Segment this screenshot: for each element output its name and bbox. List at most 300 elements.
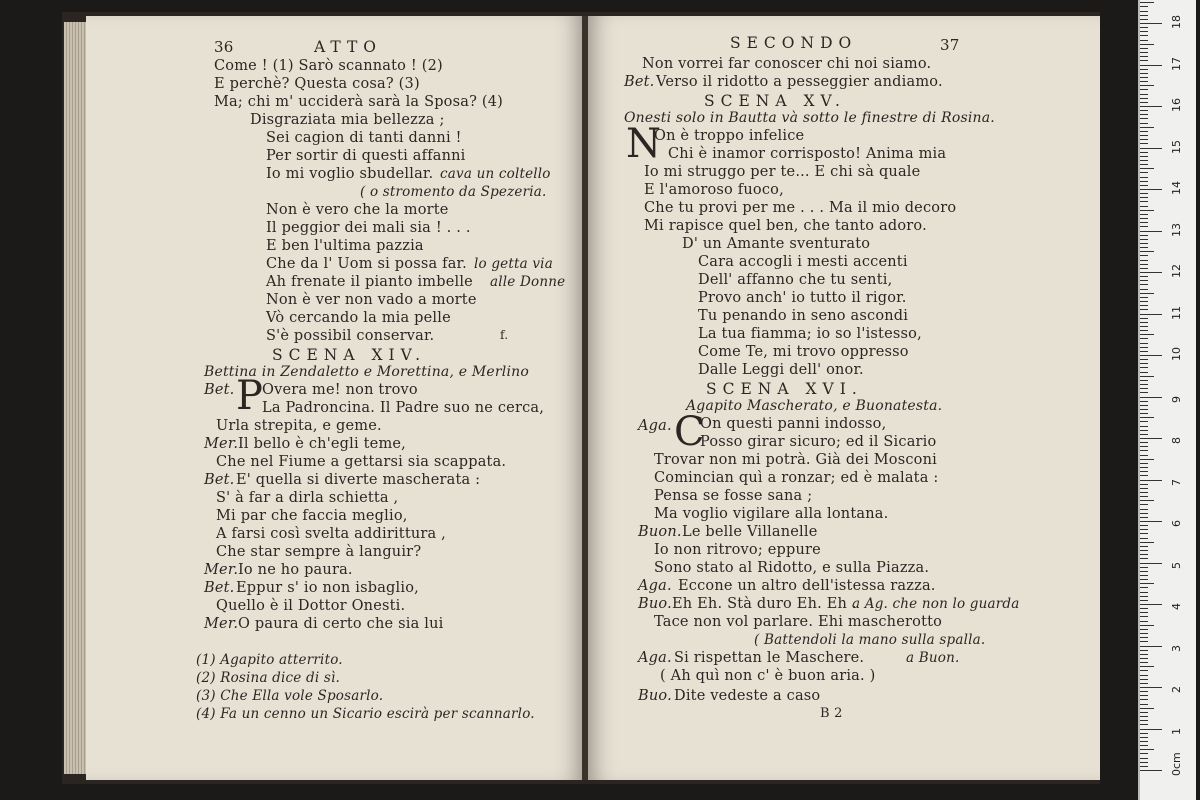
ruler-tick bbox=[1140, 629, 1148, 630]
ruler-tick bbox=[1140, 699, 1148, 700]
ruler-tick bbox=[1140, 148, 1162, 149]
text-line: On questi panni indosso, bbox=[700, 416, 887, 432]
ruler-tick bbox=[1140, 533, 1148, 534]
ruler-number: 7 bbox=[1170, 478, 1183, 486]
text-line: Il peggior dei mali sia ! . . . bbox=[266, 220, 471, 236]
ruler-number: 10 bbox=[1170, 347, 1183, 361]
speaker: Bet. bbox=[204, 580, 235, 596]
text-line: Comincian quì a ronzar; ed è malata : bbox=[654, 470, 939, 486]
ruler-tick bbox=[1140, 289, 1148, 290]
ruler-tick bbox=[1140, 301, 1148, 302]
drop-cap: C bbox=[674, 409, 705, 455]
page-edges bbox=[64, 22, 88, 774]
text-line: Provo anch' io tutto il rigor. bbox=[698, 290, 907, 306]
ruler-tick bbox=[1140, 2, 1154, 3]
ruler-tick bbox=[1140, 563, 1162, 564]
ruler-tick bbox=[1140, 426, 1148, 427]
speaker: Aga. bbox=[638, 578, 672, 594]
text-line: O paura di certo che sia lui bbox=[238, 616, 444, 632]
text-line: Si rispettan le Maschere. bbox=[674, 650, 865, 666]
text-line: Il bello è ch'egli teme, bbox=[238, 436, 406, 452]
ruler-tick bbox=[1140, 359, 1148, 360]
text-line: E l'amoroso fuoco, bbox=[644, 182, 784, 198]
character-list: Bettina in Zendaletto e Morettina, e Merlino bbox=[204, 364, 530, 380]
ruler-tick bbox=[1140, 666, 1154, 667]
ruler-tick bbox=[1140, 309, 1148, 310]
ruler-tick bbox=[1140, 52, 1148, 53]
ruler-tick bbox=[1140, 276, 1148, 277]
ruler-tick bbox=[1140, 538, 1148, 539]
ruler-tick bbox=[1140, 438, 1162, 439]
ruler-tick bbox=[1140, 637, 1148, 638]
ruler-tick bbox=[1140, 48, 1148, 49]
ruler-tick bbox=[1140, 662, 1148, 663]
ruler-tick bbox=[1140, 15, 1148, 16]
ruler-tick bbox=[1140, 293, 1154, 294]
ruler-tick bbox=[1140, 197, 1148, 198]
ruler-tick bbox=[1140, 139, 1148, 140]
text-line: Dite vedeste a caso bbox=[674, 688, 821, 704]
ruler-tick bbox=[1140, 525, 1148, 526]
scene-heading: SCENA XIV. bbox=[272, 346, 427, 364]
ruler-tick bbox=[1140, 604, 1162, 605]
ruler-tick bbox=[1140, 741, 1148, 742]
ruler-tick bbox=[1140, 492, 1148, 493]
ruler-tick bbox=[1140, 314, 1162, 315]
ruler-tick bbox=[1140, 27, 1148, 28]
ruler-tick bbox=[1140, 712, 1148, 713]
ruler-tick bbox=[1140, 351, 1148, 352]
ruler-tick bbox=[1140, 521, 1162, 522]
ruler-tick bbox=[1140, 102, 1148, 103]
ruler-tick bbox=[1140, 181, 1148, 182]
ruler-tick bbox=[1140, 60, 1148, 61]
ruler-tick bbox=[1140, 459, 1154, 460]
ruler-tick bbox=[1140, 720, 1148, 721]
stage-direction: ( o stromento da Spezeria. bbox=[360, 184, 547, 200]
text-line: Non è ver non vado a morte bbox=[266, 292, 477, 308]
ruler-tick bbox=[1140, 687, 1162, 688]
ruler-tick bbox=[1140, 392, 1148, 393]
ruler-tick bbox=[1140, 210, 1154, 211]
ruler-tick bbox=[1140, 650, 1148, 651]
text-line: Come Te, mi trovo oppresso bbox=[698, 344, 909, 360]
speaker: Bet. bbox=[204, 382, 235, 398]
text-line: Quello è il Dottor Onesti. bbox=[216, 598, 406, 614]
text-line: Cara accogli i mesti accenti bbox=[698, 254, 908, 270]
text-line: Mi par che faccia meglio, bbox=[216, 508, 408, 524]
ruler-tick bbox=[1140, 691, 1148, 692]
ruler-tick bbox=[1140, 384, 1148, 385]
ruler-tick bbox=[1140, 127, 1154, 128]
ruler-tick bbox=[1140, 654, 1148, 655]
ruler-tick bbox=[1140, 633, 1148, 634]
ruler-tick bbox=[1140, 571, 1148, 572]
ruler-tick bbox=[1140, 421, 1148, 422]
ruler-number: 14 bbox=[1170, 181, 1183, 195]
ruler-tick bbox=[1140, 206, 1148, 207]
scene-heading: SCENA XVI. bbox=[706, 380, 863, 398]
text-line: Che star sempre à languir? bbox=[216, 544, 422, 560]
right-page bbox=[588, 16, 1100, 780]
text-line: Ma voglio vigilare alla lontana. bbox=[654, 506, 889, 522]
ruler-tick bbox=[1140, 745, 1148, 746]
ruler-tick bbox=[1140, 670, 1148, 671]
ruler-tick bbox=[1140, 218, 1148, 219]
text-line: La tua fiamma; io so l'istesso, bbox=[698, 326, 922, 342]
ruler-number: 18 bbox=[1170, 15, 1183, 29]
ruler-tick bbox=[1140, 471, 1148, 472]
ruler-tick bbox=[1140, 251, 1154, 252]
character-list: Agapito Mascherato, e Buonatesta. bbox=[686, 398, 943, 414]
ruler-tick bbox=[1140, 201, 1148, 202]
ruler-tick bbox=[1140, 608, 1148, 609]
speaker: Bet. bbox=[624, 74, 655, 90]
ruler-number: 8 bbox=[1170, 437, 1183, 444]
ruler-number: 16 bbox=[1170, 98, 1183, 112]
ruler-tick bbox=[1140, 284, 1148, 285]
footnote: (2) Rosina dice di sì. bbox=[196, 670, 340, 686]
text-line: E ben l'ultima pazzia bbox=[266, 238, 424, 254]
ruler-tick bbox=[1140, 675, 1148, 676]
ruler-tick bbox=[1140, 214, 1148, 215]
text-line: Dell' affanno che tu senti, bbox=[698, 272, 893, 288]
text-line: Io mi struggo per te... E chi sà quale bbox=[644, 164, 921, 180]
ruler-tick bbox=[1140, 19, 1148, 20]
ruler-tick bbox=[1140, 480, 1162, 481]
ruler-tick bbox=[1140, 305, 1148, 306]
ruler-tick bbox=[1140, 397, 1162, 398]
ruler-tick bbox=[1140, 23, 1162, 24]
ruler-tick bbox=[1140, 679, 1148, 680]
text-line: Che nel Fiume a gettarsi sia scappata. bbox=[216, 454, 507, 470]
stage-direction: cava un coltello bbox=[440, 166, 551, 182]
ruler-tick bbox=[1140, 363, 1148, 364]
ruler-number: 2 bbox=[1170, 686, 1183, 693]
character-list: Onesti solo in Bautta và sotto le finestre di Rosina. bbox=[624, 110, 995, 126]
text-line: Io ne ho paura. bbox=[238, 562, 353, 578]
ruler-tick bbox=[1140, 641, 1148, 642]
ruler-tick bbox=[1140, 367, 1148, 368]
speaker: Mer. bbox=[204, 616, 239, 632]
text-line: Per sortir di questi affanni bbox=[266, 148, 466, 164]
ruler-tick bbox=[1140, 114, 1148, 115]
ruler-number: 4 bbox=[1170, 603, 1183, 610]
ruler-tick bbox=[1140, 758, 1148, 759]
text-line: Urla strepita, e geme. bbox=[216, 418, 382, 434]
text-line: Posso girar sicuro; ed il Sicario bbox=[700, 434, 937, 450]
ruler-tick bbox=[1140, 434, 1148, 435]
ruler-tick bbox=[1140, 44, 1154, 45]
text-line: Sono stato al Ridotto, e sulla Piazza. bbox=[654, 560, 930, 576]
ruler-tick bbox=[1140, 529, 1148, 530]
ruler-tick bbox=[1140, 131, 1148, 132]
text-line: Tace non vol parlare. Ehi mascherotto bbox=[654, 614, 943, 630]
ruler-tick bbox=[1140, 504, 1148, 505]
ruler-tick bbox=[1140, 413, 1148, 414]
ruler-tick bbox=[1140, 592, 1148, 593]
ruler-tick bbox=[1140, 554, 1148, 555]
text-line: Come ! (1) Sarò scannato ! (2) bbox=[214, 58, 443, 74]
text-line: La Padroncina. Il Padre suo ne cerca, bbox=[262, 400, 545, 416]
speaker: Buo. bbox=[638, 688, 672, 704]
text-line: Eh Eh. Stà duro Eh. Eh . bbox=[672, 596, 857, 612]
ruler-tick bbox=[1140, 226, 1148, 227]
ruler-tick bbox=[1140, 123, 1148, 124]
stage-direction: lo getta via bbox=[474, 256, 553, 272]
page-number: 36 bbox=[214, 38, 234, 56]
ruler-tick bbox=[1140, 94, 1148, 95]
ruler-tick bbox=[1140, 724, 1148, 725]
page-number: 37 bbox=[940, 36, 960, 54]
ruler-tick bbox=[1140, 612, 1148, 613]
ruler-tick bbox=[1140, 40, 1148, 41]
running-head: SECONDO bbox=[730, 34, 858, 52]
ruler-tick bbox=[1140, 143, 1148, 144]
ruler-number: 3 bbox=[1170, 644, 1183, 652]
ruler-tick bbox=[1140, 56, 1148, 57]
footnote: (3) Che Ella vole Sposarlo. bbox=[196, 688, 384, 704]
text-line: Verso il ridotto a pesseggier andiamo. bbox=[656, 74, 943, 90]
ruler-tick bbox=[1140, 264, 1148, 265]
speaker: Mer. bbox=[204, 436, 239, 452]
ruler-tick bbox=[1140, 31, 1148, 32]
ruler-tick bbox=[1140, 658, 1148, 659]
ruler-tick bbox=[1140, 73, 1148, 74]
ruler-tick bbox=[1140, 442, 1148, 443]
text-line: E perchè? Questa cosa? (3) bbox=[214, 76, 420, 92]
ruler-tick bbox=[1140, 513, 1148, 514]
ruler-number: 5 bbox=[1170, 561, 1183, 569]
ruler-tick bbox=[1140, 243, 1148, 244]
ruler-tick bbox=[1140, 135, 1148, 136]
ruler-tick bbox=[1140, 587, 1148, 588]
ruler-tick bbox=[1140, 729, 1162, 730]
ruler-tick bbox=[1140, 488, 1148, 489]
text-line: Disgraziata mia bellezza ; bbox=[250, 112, 445, 128]
ruler-tick bbox=[1140, 646, 1162, 647]
ruler-tick bbox=[1140, 455, 1148, 456]
text-line: Trovar non mi potrà. Già dei Mosconi bbox=[654, 452, 937, 468]
ruler-tick bbox=[1140, 625, 1154, 626]
ruler-tick bbox=[1140, 189, 1162, 190]
ruler-tick bbox=[1140, 417, 1154, 418]
ruler-tick bbox=[1140, 463, 1148, 464]
text-line: Overa me! non trovo bbox=[262, 382, 418, 398]
text-line: Vò cercando la mia pelle bbox=[266, 310, 451, 326]
stage-direction: alle Donne bbox=[490, 274, 566, 290]
ruler-tick bbox=[1140, 330, 1148, 331]
ruler-tick bbox=[1140, 6, 1148, 7]
text-line: Che da l' Uom si possa far. bbox=[266, 256, 467, 272]
ruler-tick bbox=[1140, 347, 1148, 348]
text-line: On è troppo infelice bbox=[654, 128, 805, 144]
ruler-tick bbox=[1140, 517, 1148, 518]
text-line: Sei cagion di tanti danni ! bbox=[266, 130, 462, 146]
ruler-tick bbox=[1140, 185, 1148, 186]
ruler-tick bbox=[1140, 558, 1148, 559]
ruler-tick bbox=[1140, 118, 1148, 119]
ruler-tick bbox=[1140, 708, 1154, 709]
ruler-tick bbox=[1140, 450, 1148, 451]
ruler-number: 9 bbox=[1170, 395, 1183, 403]
ruler-tick bbox=[1140, 77, 1148, 78]
ruler-tick bbox=[1140, 239, 1148, 240]
ruler-tick bbox=[1140, 376, 1154, 377]
text-line: Mi rapisce quel ben, che tanto adoro. bbox=[644, 218, 927, 234]
ruler-tick bbox=[1140, 575, 1148, 576]
ruler-tick bbox=[1140, 156, 1148, 157]
scene-heading: SCENA XV. bbox=[704, 92, 846, 110]
ruler-tick bbox=[1140, 255, 1148, 256]
ruler-tick bbox=[1140, 247, 1148, 248]
ruler-tick bbox=[1140, 621, 1148, 622]
speaker: Mer. bbox=[204, 562, 239, 578]
ruler-tick bbox=[1140, 716, 1148, 717]
ruler-tick bbox=[1140, 297, 1148, 298]
ruler-tick bbox=[1140, 446, 1148, 447]
text-line: Dalle Leggi dell' onor. bbox=[698, 362, 864, 378]
ruler-tick bbox=[1140, 550, 1148, 551]
ruler-tick bbox=[1140, 222, 1148, 223]
text-line: Eppur s' io non isbaglio, bbox=[236, 580, 419, 596]
ruler-number: 13 bbox=[1170, 222, 1183, 237]
ruler-tick bbox=[1140, 500, 1154, 501]
ruler-tick bbox=[1140, 596, 1148, 597]
ruler-tick bbox=[1140, 616, 1148, 617]
ruler-tick bbox=[1140, 69, 1148, 70]
stage-direction: a Buon. bbox=[906, 650, 960, 666]
ruler-tick bbox=[1140, 737, 1148, 738]
stage-direction: ( Battendoli la mano sulla spalla. bbox=[754, 632, 986, 648]
text-line: A farsi così svelta addirittura , bbox=[216, 526, 446, 542]
measurement-ruler bbox=[1138, 0, 1196, 800]
ruler-number: 12 bbox=[1170, 264, 1183, 278]
text-line: Pensa se fosse sana ; bbox=[654, 488, 813, 504]
running-head: ATTO bbox=[314, 38, 383, 56]
catchword: f. bbox=[500, 328, 509, 342]
ruler-tick bbox=[1140, 89, 1148, 90]
ruler-tick bbox=[1140, 683, 1148, 684]
signature-mark: B 2 bbox=[820, 706, 843, 721]
ruler-tick bbox=[1140, 160, 1148, 161]
ruler-tick bbox=[1140, 334, 1154, 335]
footnote: (1) Agapito atterrito. bbox=[196, 652, 343, 668]
text-line: ( Ah quì non c' è buon aria. ) bbox=[660, 668, 876, 684]
ruler-tick bbox=[1140, 770, 1162, 771]
ruler-tick bbox=[1140, 388, 1148, 389]
ruler-tick bbox=[1140, 380, 1148, 381]
text-line: E' quella si diverte mascherata : bbox=[236, 472, 481, 488]
speaker: Aga. bbox=[638, 418, 672, 434]
ruler-number: 15 bbox=[1170, 139, 1183, 154]
ruler-tick bbox=[1140, 401, 1148, 402]
text-line: Non è vero che la morte bbox=[266, 202, 449, 218]
speaker: Aga. bbox=[638, 650, 672, 666]
text-line: Non vorrei far conoscer chi noi siamo. bbox=[642, 56, 932, 72]
text-line: Ma; chi m' ucciderà sarà la Sposa? (4) bbox=[214, 94, 504, 110]
ruler-tick bbox=[1140, 172, 1148, 173]
ruler-tick bbox=[1140, 766, 1148, 767]
ruler-tick bbox=[1140, 762, 1148, 763]
text-line: S'è possibil conservar. bbox=[266, 328, 435, 344]
ruler-tick bbox=[1140, 338, 1148, 339]
ruler-tick bbox=[1140, 231, 1162, 232]
speaker: Buo. bbox=[638, 596, 672, 612]
ruler-tick bbox=[1140, 355, 1162, 356]
ruler-tick bbox=[1140, 753, 1148, 754]
ruler-tick bbox=[1140, 272, 1162, 273]
ruler-number: 6 bbox=[1170, 520, 1183, 527]
ruler-tick bbox=[1140, 695, 1148, 696]
text-line: Ah frenate il pianto imbelle bbox=[266, 274, 473, 290]
ruler-tick bbox=[1140, 704, 1148, 705]
text-line: S' à far a dirla schietta , bbox=[216, 490, 399, 506]
ruler-tick bbox=[1140, 11, 1148, 12]
ruler-number: 1 bbox=[1170, 727, 1183, 735]
ruler-tick bbox=[1140, 583, 1154, 584]
ruler-tick bbox=[1140, 467, 1148, 468]
ruler-tick bbox=[1140, 749, 1154, 750]
text-line: Tu penando in seno ascondi bbox=[698, 308, 909, 324]
text-line: D' un Amante sventurato bbox=[682, 236, 871, 252]
drop-cap: N bbox=[626, 121, 661, 167]
ruler-tick bbox=[1140, 152, 1148, 153]
text-line: Che tu provi per me . . . Ma il mio decoro bbox=[644, 200, 957, 216]
speaker: Buon. bbox=[638, 524, 682, 540]
ruler-tick bbox=[1140, 35, 1148, 36]
ruler-tick bbox=[1140, 579, 1148, 580]
drop-cap: P bbox=[236, 373, 263, 419]
ruler-tick bbox=[1140, 280, 1148, 281]
ruler-tick bbox=[1140, 235, 1148, 236]
ruler-tick bbox=[1140, 546, 1148, 547]
ruler-tick bbox=[1140, 318, 1148, 319]
ruler-tick bbox=[1140, 600, 1148, 601]
ruler-tick bbox=[1140, 260, 1148, 261]
text-line: Io mi voglio sbudellar. bbox=[266, 166, 434, 182]
ruler-number: 11 bbox=[1170, 305, 1183, 320]
ruler-tick bbox=[1140, 193, 1148, 194]
ruler-tick bbox=[1140, 322, 1148, 323]
ruler-tick bbox=[1140, 168, 1154, 169]
text-line: Chi è inamor corrisposto! Anima mia bbox=[668, 146, 947, 162]
ruler-tick bbox=[1140, 177, 1148, 178]
ruler-tick bbox=[1140, 110, 1148, 111]
text-line: Eccone un altro dell'istessa razza. bbox=[678, 578, 936, 594]
ruler-tick bbox=[1140, 475, 1148, 476]
stage-direction: a Ag. che non lo guarda bbox=[852, 596, 1020, 612]
ruler-tick bbox=[1140, 372, 1148, 373]
ruler-tick bbox=[1140, 85, 1154, 86]
ruler-tick bbox=[1140, 567, 1148, 568]
ruler-tick bbox=[1140, 509, 1148, 510]
footnote: (4) Fa un cenno un Sicario escirà per scannarlo. bbox=[196, 706, 535, 722]
ruler-tick bbox=[1140, 409, 1148, 410]
ruler-number: 0cm bbox=[1170, 752, 1183, 776]
ruler-tick bbox=[1140, 81, 1148, 82]
ruler-tick bbox=[1140, 484, 1148, 485]
ruler-tick bbox=[1140, 326, 1148, 327]
speaker: Bet. bbox=[204, 472, 235, 488]
ruler-number: 17 bbox=[1170, 56, 1183, 71]
ruler-tick bbox=[1140, 733, 1148, 734]
ruler-tick bbox=[1140, 430, 1148, 431]
ruler-tick bbox=[1140, 405, 1148, 406]
ruler-tick bbox=[1140, 268, 1148, 269]
ruler-tick bbox=[1140, 106, 1162, 107]
ruler-tick bbox=[1140, 164, 1148, 165]
